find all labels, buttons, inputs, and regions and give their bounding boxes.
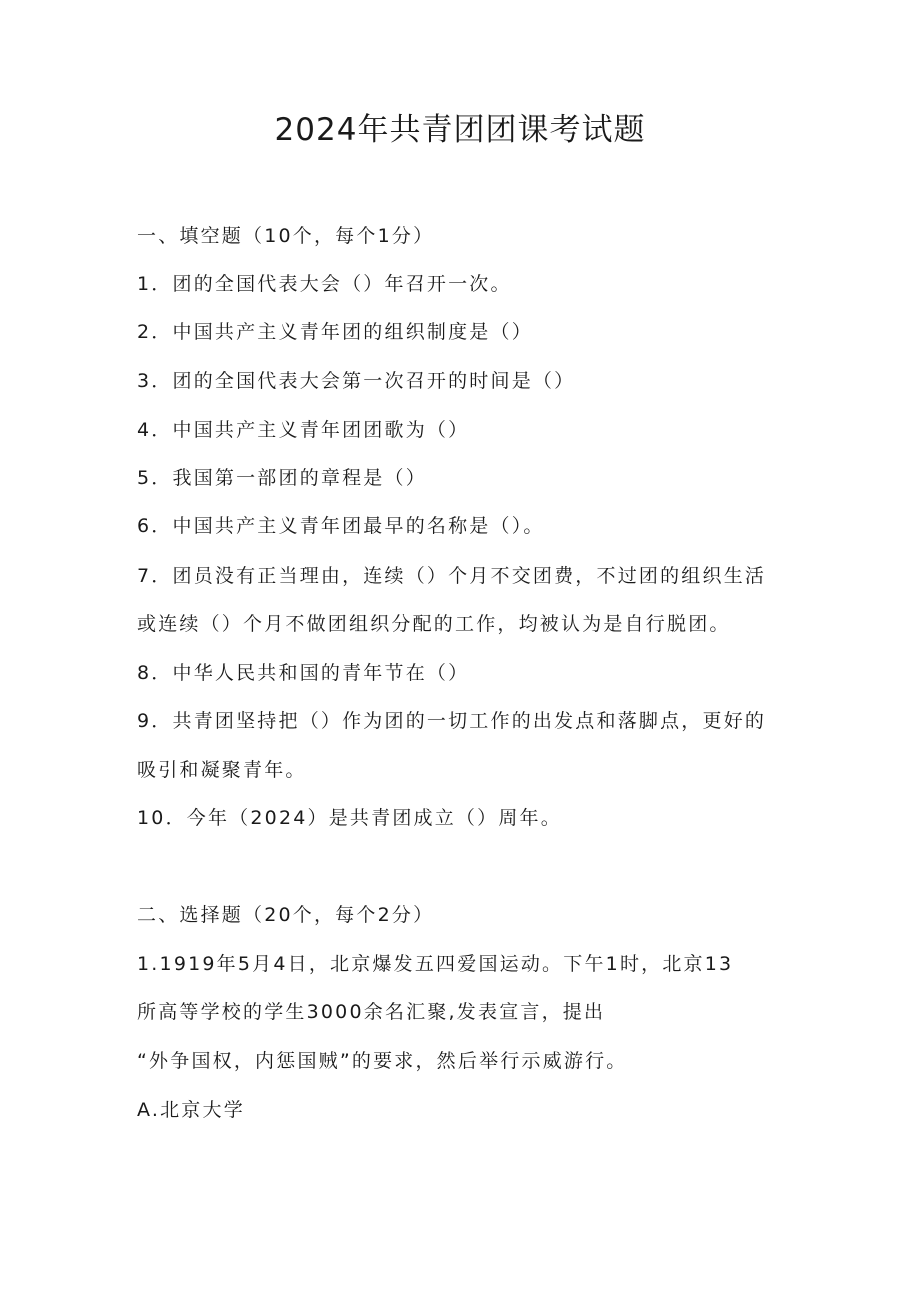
answer-option: A.北京大学 (137, 1099, 245, 1121)
question-line: 1．团的全国代表大会（）年召开一次。 (137, 273, 512, 295)
question-line: 吸引和凝聚青年。 (137, 759, 307, 781)
question-line: 1.1919年5月4日，北京爆发五四爱国运动。下午1时，北京13 (137, 953, 734, 975)
question-line: 4．中国共产主义青年团团歌为（） (137, 419, 470, 441)
question-line: “外争国权，内惩国贼”的要求，然后举行示威游行。 (137, 1050, 628, 1072)
question-line: 所高等学校的学生3000余名汇聚,发表宣言，提出 (137, 1001, 606, 1023)
section-heading-fill-blank: 一、填空题（10个，每个1分） (137, 225, 435, 247)
question-line: 7．团员没有正当理由，连续（）个月不交团费，不过团的组织生活 (137, 565, 767, 587)
document-title: 2024年共青团团课考试题 (274, 112, 646, 148)
question-line: 2．中国共产主义青年团的组织制度是（） (137, 321, 533, 343)
question-line: 3．团的全国代表大会第一次召开的时间是（） (137, 370, 576, 392)
question-line: 9．共青团坚持把（）作为团的一切工作的出发点和落脚点，更好的 (137, 710, 767, 732)
question-line: 5．我国第一部团的章程是（） (137, 467, 427, 489)
question-line: 8．中华人民共和国的青年节在（） (137, 662, 470, 684)
question-line: 10．今年（2024）是共青团成立（）周年。 (137, 807, 562, 829)
question-line: 或连续（）个月不做团组织分配的工作，均被认为是自行脱团。 (137, 613, 731, 635)
question-line: 6．中国共产主义青年团最早的名称是（）。 (137, 515, 545, 537)
section-heading-multiple-choice: 二、选择题（20个，每个2分） (137, 904, 435, 926)
